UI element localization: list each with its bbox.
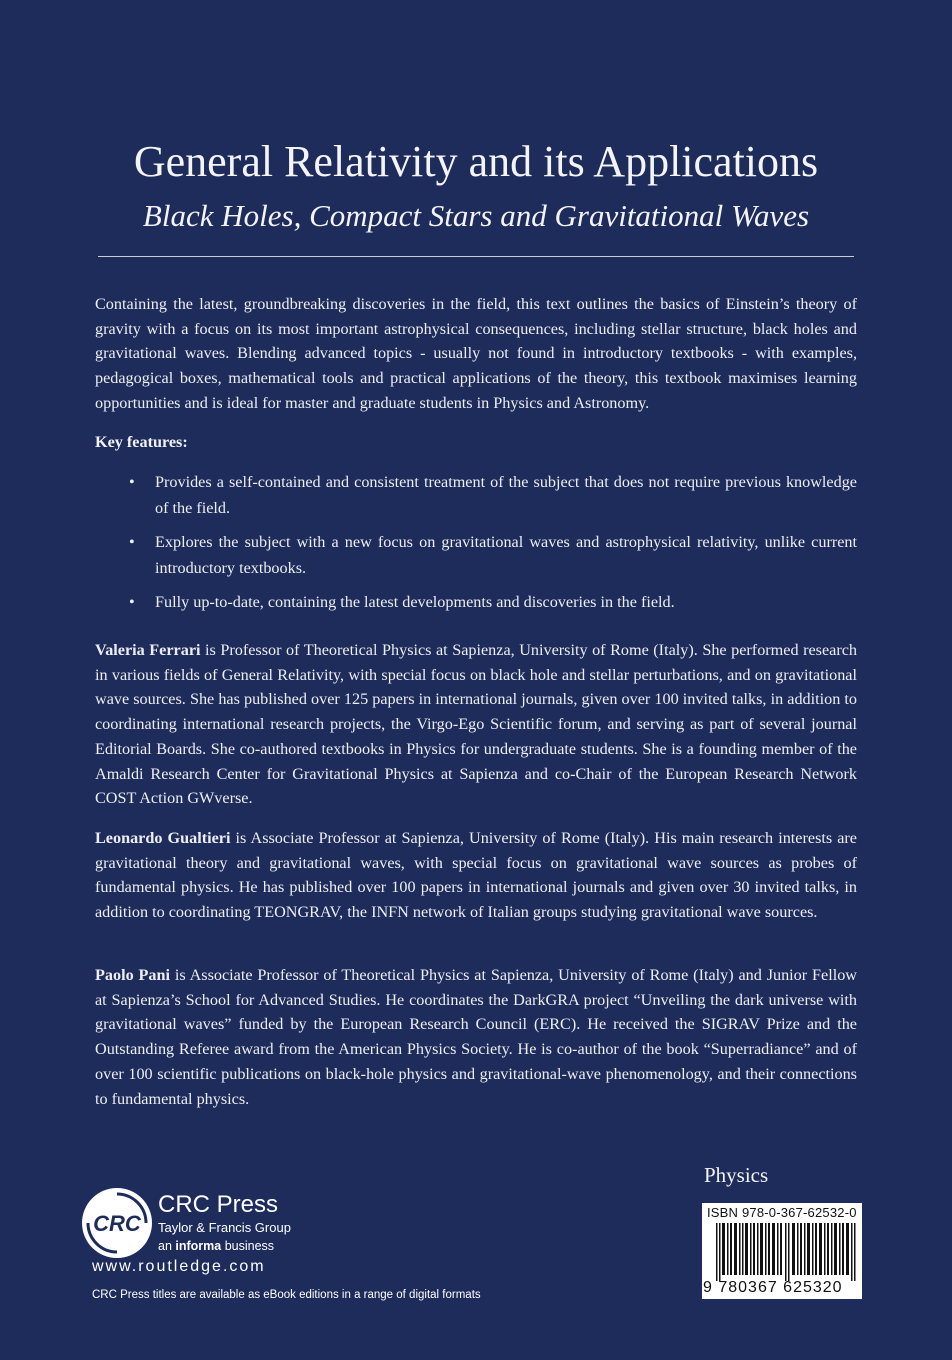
feature-item xyxy=(95,590,857,616)
publisher-name: CRC Press xyxy=(158,1191,279,1218)
publisher-website-link[interactable]: www.routledge.com xyxy=(92,1258,266,1275)
intro-paragraph xyxy=(95,292,857,416)
author-bio-text: is Professor of Theoretical Physics at Sapienza, University of Rome (Italy). She performed research in various fields of General Relativity, with special focus on black hole and stellar perturbations, and on gravitational wave sources. She has published over 125 papers in international journals, given over 100 invited talks, in addition to coordinating international research projects, the Virgo-Ego Scientific forum, and serving as part of several journal Editorial Boards. She co-authored textbooks in Physics for undergraduate students. She is a founding member of the Amaldi Research Center for Gravitational Physics at Sapienza and co-Chair of the European Research Network COST Action GWverse. xyxy=(95,641,857,808)
book-subtitle: Black Holes, Compact Stars and Gravitational Waves xyxy=(142,198,810,233)
intro-text: Containing the latest, groundbreaking discoveries in the field, this text outlines the basics of Einstein’s theory of gravity with a focus on its most important astrophysical consequences, including stellar structure, black holes and gravitational waves. Blending advanced topics - usually not found in introductory textbooks - with examples, pedagogical boxes, mathematical tools and practical applications of the theory, this textbook maximises learning opportunities and is ideal for master and graduate students in Physics and Astronomy. xyxy=(95,295,857,412)
tagline-prefix: an xyxy=(158,1239,176,1253)
feature-item xyxy=(95,470,857,521)
tagline-suffix: business xyxy=(221,1239,275,1253)
tagline-bold: informa xyxy=(175,1239,222,1253)
ebook-note: CRC Press titles are available as eBook editions in a range of digital formats xyxy=(92,1289,481,1301)
feature-text: Provides a self-contained and consistent treatment of the subject that does not require previous knowledge of the field. xyxy=(155,473,857,517)
title-divider xyxy=(98,256,854,257)
author-name: Valeria Ferrari xyxy=(95,641,201,659)
isbn-barcode xyxy=(702,1203,862,1299)
feature-item xyxy=(95,530,857,581)
isbn-label: ISBN 978-0-367-62532-0 xyxy=(707,1205,857,1220)
barcode-number: 9 780367 625320 xyxy=(703,1279,843,1296)
bullet-icon: • xyxy=(129,533,135,551)
publisher-tagline xyxy=(158,1239,274,1253)
bullet-icon: • xyxy=(129,593,135,611)
author-name: Leonardo Gualtieri xyxy=(95,829,231,847)
author-bio-gualtieri xyxy=(95,826,857,925)
author-bio-text: is Associate Professor at Sapienza, University of Rome (Italy). His main research interests are gravitational theory and gravitational waves, with special focus on gravitational wave sources as probes of fundamental physics. He has published over 100 papers in international journals and given over 30 invited talks, in addition to coordinating TEONGRAV, the INFN network of Italian groups studying gravitational wave sources. xyxy=(95,829,857,922)
author-bio-pani xyxy=(95,963,857,1111)
crc-logo-icon xyxy=(80,1186,154,1260)
publisher-group: Taylor & Francis Group xyxy=(158,1220,291,1235)
bullet-icon: • xyxy=(129,473,135,491)
logo-text: CRC xyxy=(93,1211,141,1236)
feature-text: Explores the subject with a new focus on gravitational waves and astrophysical relativity, unlike current introductory textbooks. xyxy=(155,533,857,577)
author-bio-text: is Associate Professor of Theoretical Physics at Sapienza, University of Rome (Italy) and Junior Fellow at Sapienza’s School for Advanced Studies. He coordinates the DarkGRA project “Unveiling the dark universe with gravitational waves” funded by the European Research Council (ERC). He received the SIGRAV Prize and the Outstanding Referee award from the American Physics Society. He is co-author of the book “Superradiance” and of over 100 scientific publications on black-hole physics and gravitational-wave phenomenology, and their connections to fundamental physics. xyxy=(95,966,857,1108)
barcode-bars xyxy=(716,1223,858,1281)
feature-text: Fully up-to-date, containing the latest developments and discoveries in the field. xyxy=(155,593,675,611)
author-bio-ferrari xyxy=(95,638,857,811)
subject-category: Physics xyxy=(704,1163,769,1187)
key-features-heading: Key features: xyxy=(95,433,188,451)
book-title: General Relativity and its Applications xyxy=(133,137,819,186)
key-features-list xyxy=(95,470,857,616)
author-name: Paolo Pani xyxy=(95,966,170,984)
